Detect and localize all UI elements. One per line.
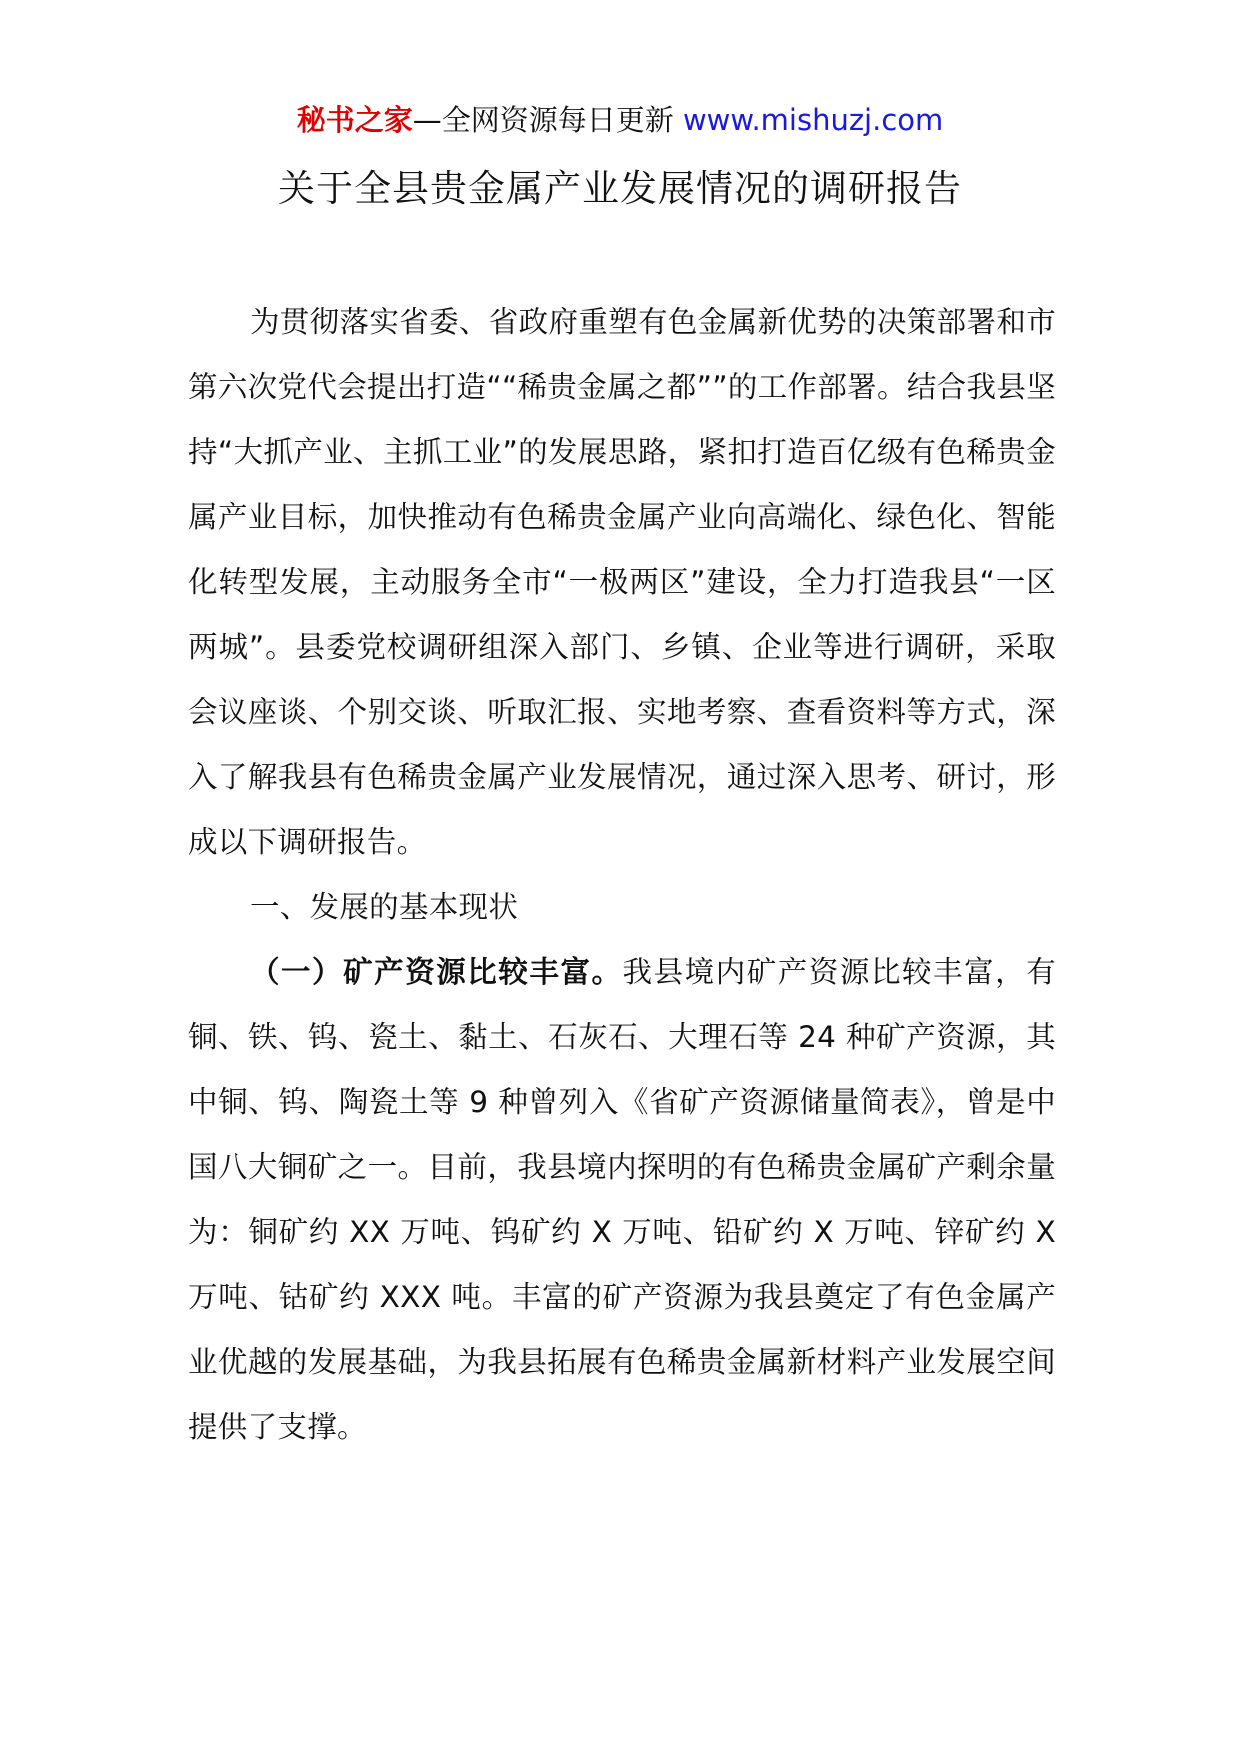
brand-name: 秘书之家 [296, 103, 413, 137]
site-url-link[interactable]: www.mishuzj.com [682, 103, 944, 137]
document-body [188, 290, 1056, 1460]
intro-paragraph: 为贯彻落实省委、省政府重塑有色金属新优势的决策部署和市第六次党代会提出打造““稀贵金属之都””的工作部署。结合我县坚持“大抓产业、主抓工业”的发展思路，紧扣打造百亿级有色稀贵金属产业目标，加快推动有色稀贵金属产业向高端化、绿色化、智能化转型发展，主动服务全市“一极两区”建设，全力打造我县“一区两城”。县委党校调研组深入部门、乡镇、企业等进行调研，采取会议座谈、个别交谈、听取汇报、实地考察、查看资料等方式，深入了解我县有色稀贵金属产业发展情况，通过深入思考、研讨，形成以下调研报告。 [188, 305, 1056, 859]
section-heading: 一、发展的基本现状 [249, 890, 519, 924]
header-tagline: —全网资源每日更新 [412, 103, 674, 137]
subsection-body: 我县境内矿产资源比较丰富，有铜、铁、钨、瓷土、黏土、石灰石、大理石等 24 种矿产资源，其中铜、钨、陶瓷土等 9 种曾列入《省矿产资源储量简表》，曾是中国八大铜矿之一。目前，我县境内探明的有色稀贵金属矿产剩余量为：铜矿约 XX 万吨、钨矿约 X 万吨、铅矿约 X 万吨、锌矿约 X 万吨、钴矿约 XXX 吨。丰富的矿产资源为我县奠定了有色金属产业优越的发展基础，为我县拓展有色稀贵金属新材料产业发展空间提供了支撑。 [188, 955, 1056, 1444]
subsection-paragraph [188, 940, 1056, 1460]
subsection-heading: （一）矿产资源比较丰富。 [249, 955, 623, 989]
site-header [0, 100, 1240, 140]
document-title: 关于全县贵金属产业发展情况的调研报告 [278, 167, 962, 210]
